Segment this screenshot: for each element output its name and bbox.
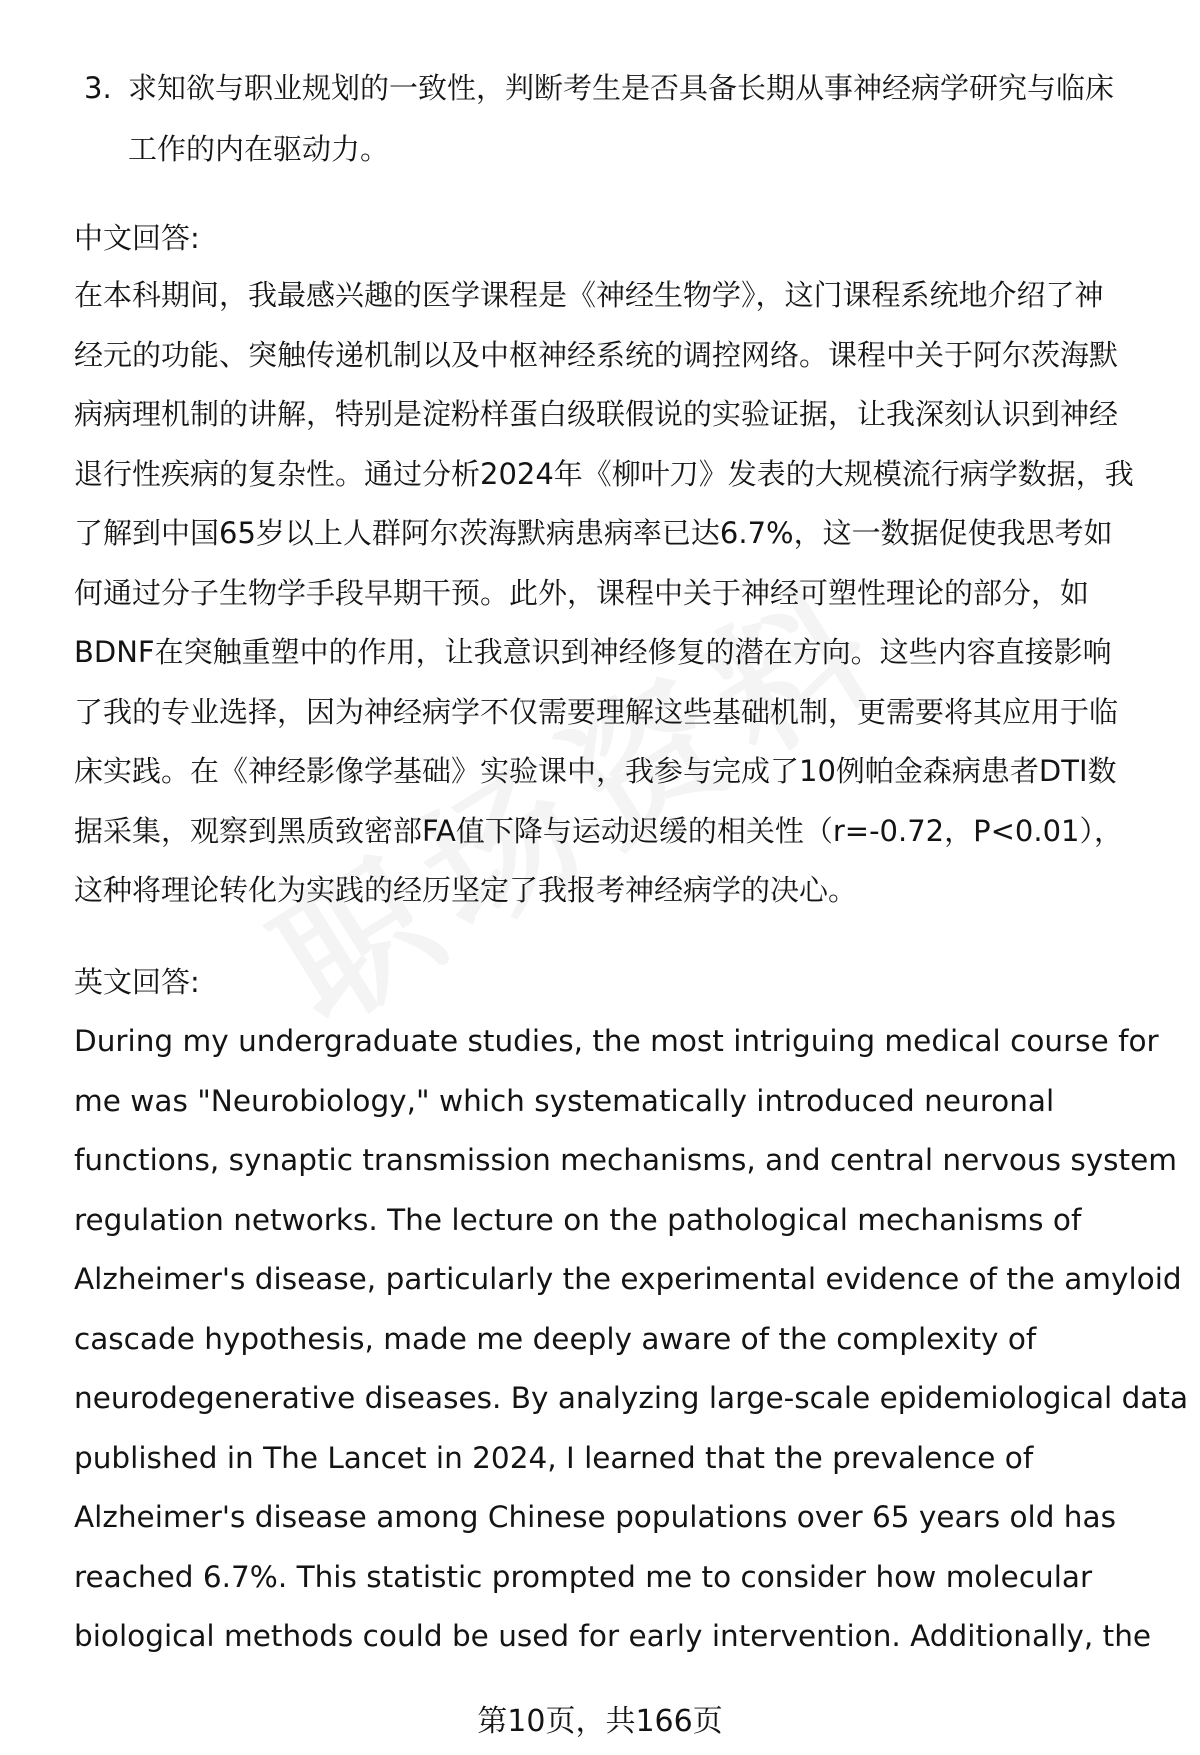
paragraph-line: reached 6.7%. This statistic prompted me to consider how molecular: [74, 1559, 1093, 1594]
page-number: 第10页，共166页: [477, 1704, 723, 1739]
paragraph-line: me was "Neurobiology," which systematically introduced neuronal: [74, 1083, 1055, 1118]
list-item-line: 工作的内在驱动力。: [128, 132, 390, 166]
chinese-answer-heading: 中文回答:: [74, 221, 200, 255]
paragraph-line: 何通过分子生物学手段早期干预。此外，课程中关于神经可塑性理论的部分，如: [74, 575, 1090, 610]
english-answer-paragraph: [74, 1012, 1189, 1667]
list-item-3: [84, 58, 1154, 180]
paragraph-line: 病病理机制的讲解，特别是淀粉样蛋白级联假说的实验证据，让我深刻认识到神经: [74, 397, 1119, 431]
chinese-answer-paragraph: [74, 266, 1164, 921]
paragraph-line: 床实践。在《神经影像学基础》实验课中，我参与完成了10例帕金森病患者DTI数: [74, 754, 1117, 788]
paragraph-line: 了我的专业选择，因为神经病学不仅需要理解这些基础机制，更需要将其应用于临: [74, 694, 1119, 729]
paragraph-line: 这种将理论转化为实践的经历坚定了我报考神经病学的决心。: [74, 873, 858, 907]
paragraph-line: Alzheimer's disease among Chinese populations over 65 years old has: [74, 1500, 1116, 1534]
paragraph-line: 据采集，观察到黑质致密部FA值下降与运动迟缓的相关性（r=-0.72，P<0.01），: [74, 813, 1123, 848]
list-item-text: [128, 58, 1154, 180]
paragraph-line: biological methods could be used for early intervention. Additionally, the: [74, 1619, 1152, 1653]
paragraph-line: functions, synaptic transmission mechanisms, and central nervous system: [74, 1143, 1178, 1177]
paragraph-line: cascade hypothesis, made me deeply aware of the complexity of: [74, 1321, 1037, 1356]
paragraph-line: published in The Lancet in 2024, I learned that the prevalence of: [74, 1440, 1034, 1475]
english-answer-heading: 英文回答:: [74, 965, 200, 999]
list-item-line: 求知欲与职业规划的一致性，判断考生是否具备长期从事神经病学研究与临床: [128, 71, 1115, 105]
paragraph-line: 在本科期间，我最感兴趣的医学课程是《神经生物学》，这门课程系统地介绍了神: [74, 278, 1104, 312]
paragraph-line: 了解到中国65岁以上人群阿尔茨海默病患病率已达6.7%，这一数据促使我思考如: [74, 516, 1113, 550]
paragraph-line: During my undergraduate studies, the most intriguing medical course for: [74, 1024, 1159, 1058]
paragraph-line: 经元的功能、突触传递机制以及中枢神经系统的调控网络。课程中关于阿尔茨海默: [74, 337, 1119, 372]
paragraph-line: regulation networks. The lecture on the pathological mechanisms of: [74, 1202, 1082, 1237]
paragraph-line: 退行性疾病的复杂性。通过分析2024年《柳叶刀》发表的大规模流行病学数据，我: [74, 456, 1134, 491]
paragraph-line: neurodegenerative diseases. By analyzing large-scale epidemiological data: [74, 1381, 1189, 1415]
list-number: 3.: [84, 71, 112, 105]
paragraph-line: Alzheimer's disease, particularly the experimental evidence of the amyloid: [74, 1262, 1182, 1296]
paragraph-line: BDNF在突触重塑中的作用，让我意识到神经修复的潜在方向。这些内容直接影响: [74, 635, 1112, 669]
